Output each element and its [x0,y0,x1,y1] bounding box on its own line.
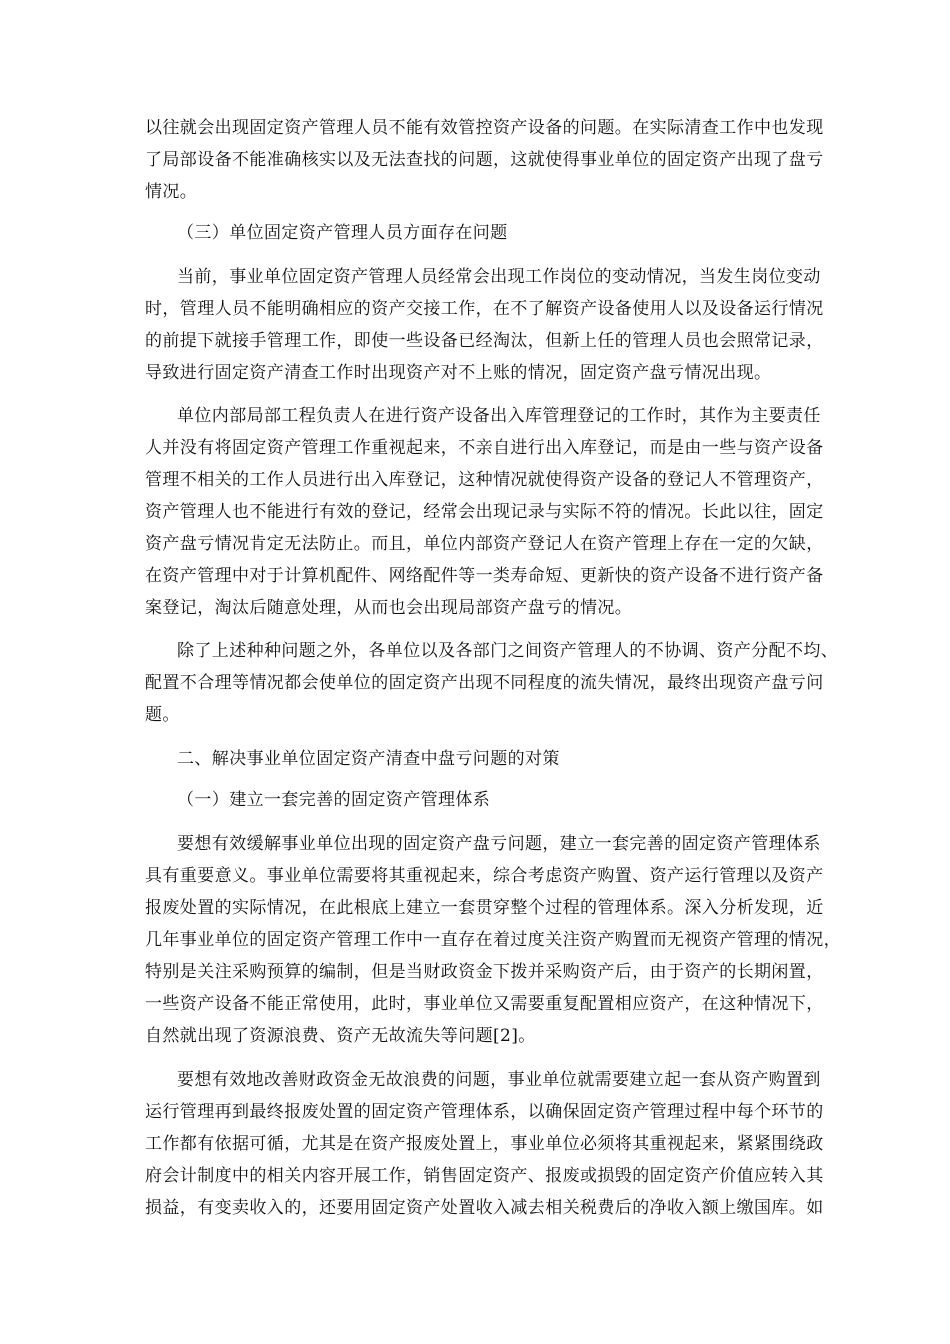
paragraph-line: 资产管理人也不能进行有效的登记，经常会出现记录与实际不符的情况。长此以往，固定 [145,502,824,522]
paragraph-line: 案登记，淘汰后随意处理，从而也会出现局部资产盘亏的情况。 [145,598,633,618]
paragraph-line: 人并没有将固定资产管理工作重视起来，不亲自进行出入库登记，而是由一些与资产设备 [145,438,824,458]
paragraph-line: 报废处置的实际情况，在此根底上建立一套贯穿整个过程的管理体系。深入分析发现，近 [145,898,824,918]
paragraph-line: 导致进行固定资产清查工作时出现资产对不上账的情况，固定资产盘亏情况出现。 [145,363,772,383]
paragraph-line: 管理不相关的工作人员进行出入库登记，这种情况就使得资产设备的登记人不管理资产， [145,470,824,490]
paragraph-line: 时，管理人员不能明确相应的资产交接工作，在不了解资产设备使用人以及设备运行情况 [145,299,824,319]
paragraph-line: 一些资产设备不能正常使用，此时，事业单位又需要重复配置相应资产，在这种情况下， [145,994,824,1014]
section-heading: 二、解决事业单位固定资产清查中盘亏问题的对策 [177,749,560,769]
paragraph-line: 在资产管理中对于计算机配件、网络配件等一类寿命短、更新快的资产设备不进行资产备 [145,566,824,586]
paragraph-line: 工作都有依据可循，尤其是在资产报废处置上，事业单位必须将其重视起来，紧紧围绕政 [145,1134,824,1154]
paragraph-line: 除了上述种种问题之外，各单位以及各部门之间资产管理人的不协调、资产分配不均、 [177,641,839,661]
paragraph-line: 资产盘亏情况肯定无法防止。而且，单位内部资产登记人在资产管理上存在一定的欠缺， [145,534,824,554]
section-heading: （三）单位固定资产管理人员方面存在问题 [177,223,508,243]
paragraph-line: 几年事业单位的固定资产管理工作中一直存在着过度关注资产购置而无视资产管理的情况， [145,930,841,950]
paragraph-line: 要想有效地改善财政资金无故浪费的问题，事业单位就需要建立起一套从资产购置到 [177,1070,821,1090]
paragraph-line: 单位内部局部工程负责人在进行资产设备出入库管理登记的工作时，其作为主要责任 [177,406,821,426]
paragraph-line: 情况。 [145,182,198,202]
paragraph-line: 要想有效缓解事业单位出现的固定资产盘亏问题，建立一套完善的固定资产管理体系 [177,834,821,854]
paragraph-line: 府会计制度中的相关内容开展工作，销售固定资产、报废或损毁的固定资产价值应转入其 [145,1166,824,1186]
section-heading: （一）建立一套完善的固定资产管理体系 [177,790,491,810]
paragraph-line: 了局部设备不能准确核实以及无法查找的问题，这就使得事业单位的固定资产出现了盘亏 [145,150,824,170]
paragraph-line: 自然就出现了资源浪费、资产无故流失等问题[2]。 [145,1026,536,1046]
paragraph-line: 配置不合理等情况都会使单位的固定资产出现不同程度的流失情况，最终出现资产盘亏问 [145,673,824,693]
paragraph-line: 具有重要意义。事业单位需要将其重视起来，综合考虑资产购置、资产运行管理以及资产 [145,866,824,886]
paragraph-line: 特别是关注采购预算的编制，但是当财政资金下拨并采购资产后，由于资产的长期闲置， [145,962,824,982]
paragraph-line: 的前提下就接手管理工作，即使一些设备已经淘汰，但新上任的管理人员也会照常记录， [145,331,824,351]
paragraph-line: 以往就会出现固定资产管理人员不能有效管控资产设备的问题。在实际清查工作中也发现 [145,118,824,138]
paragraph-line: 损益，有变卖收入的，还要用固定资产处置收入减去相关税费后的净收入额上缴国库。如 [145,1198,824,1218]
paragraph-line: 当前，事业单位固定资产管理人员经常会出现工作岗位的变动情况，当发生岗位变动 [177,267,821,287]
paragraph-line: 题。 [145,705,180,725]
paragraph-line: 运行管理再到最终报废处置的固定资产管理体系，以确保固定资产管理过程中每个环节的 [145,1102,824,1122]
